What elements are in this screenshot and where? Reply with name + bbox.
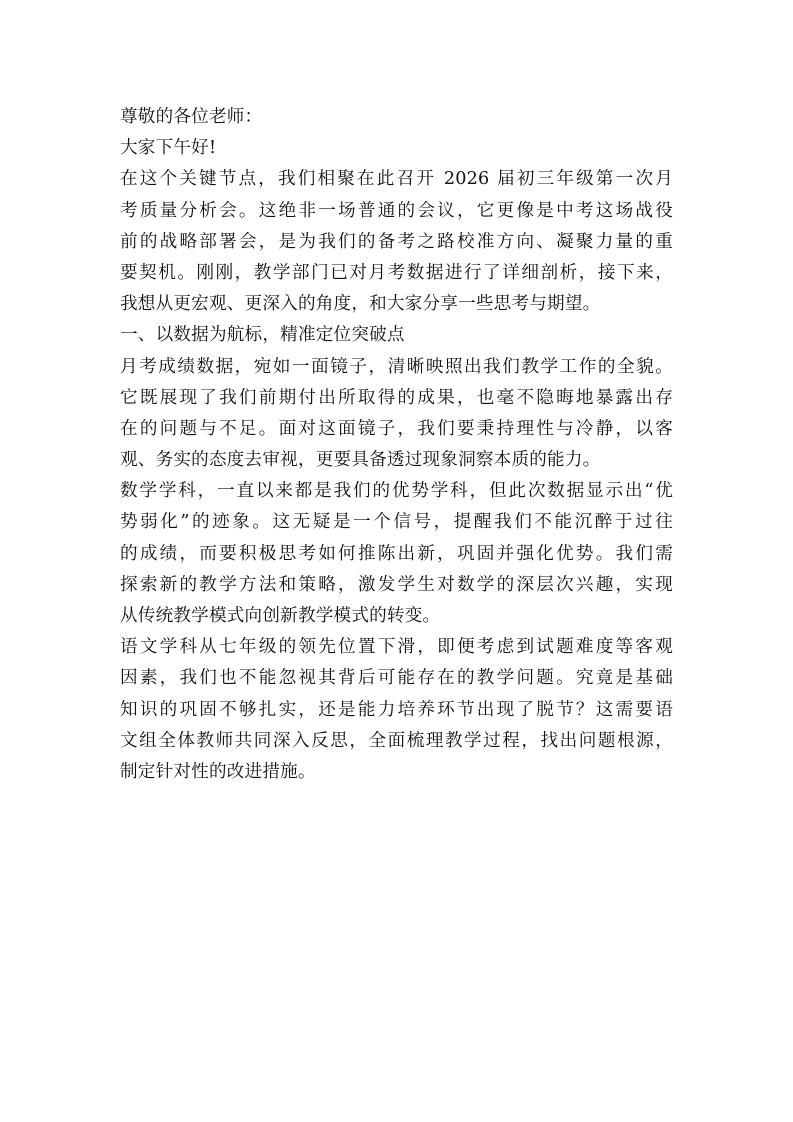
paragraph-line: 在的问题与不足。面对这面镜子，我们要秉持理性与冷静，以客: [120, 418, 673, 439]
intro-paragraph: [120, 164, 673, 320]
paragraph-line: 前的战略部署会，是为我们的备考之路校准方向、凝聚力量的重: [120, 231, 673, 252]
paragraph-line: 它既展现了我们前期付出所取得的成果，也毫不隐晦地暴露出存: [120, 387, 673, 408]
greeting: 大家下午好!: [120, 138, 217, 159]
math-paragraph: [120, 476, 673, 632]
paragraph-line: 因素，我们也不能忽视其背后可能存在的教学问题。究竟是基础: [120, 668, 673, 689]
paragraph-line: 数学学科，一直以来都是我们的优势学科，但此次数据显示出“优: [120, 481, 673, 502]
paragraph-line: 我想从更宏观、更深入的角度，和大家分享一些思考与期望。: [120, 294, 601, 315]
paragraph-line: 从传统教学模式向创新教学模式的转变。: [120, 606, 441, 626]
paragraph-line: 文组全体教师共同深入反思，全面梳理教学过程，找出问题根源，: [120, 730, 673, 751]
paragraph-line: 探索新的教学方法和策略，激发学生对数学的深层次兴趣，实现: [120, 574, 673, 595]
paragraph-line: 要契机。刚刚，教学部门已对月考数据进行了详细剖析，接下来，: [120, 262, 673, 283]
paragraph-line: 的成绩，而要积极思考如何推陈出新，巩固并强化优势。我们需: [120, 543, 673, 564]
salutation: 尊敬的各位老师：: [120, 107, 263, 127]
paragraph-line: 在这个关键节点，我们相聚在此召开 2026 届初三年级第一次月: [120, 169, 673, 190]
paragraph-line: 制定针对性的改进措施。: [120, 761, 316, 782]
section-heading: 一、以数据为航标，精准定位突破点: [120, 325, 405, 346]
paragraph-line: 知识的巩固不够扎实，还是能力培养环节出现了脱节？这需要语: [120, 699, 673, 720]
chinese-paragraph: [120, 632, 673, 788]
paragraph-line: 观、务实的态度去审视，更要具备透过现象洞察本质的能力。: [120, 450, 601, 471]
paragraph-line: 月考成绩数据，宛如一面镜子，清晰映照出我们教学工作的全貌。: [120, 356, 673, 377]
paragraph-line: 考质量分析会。这绝非一场普通的会议，它更像是中考这场战役: [120, 200, 673, 221]
document-page: [120, 102, 673, 788]
paragraph-line: 势弱化”的迹象。这无疑是一个信号，提醒我们不能沉醉于过往: [120, 512, 673, 533]
paragraph-line: 语文学科从七年级的领先位置下滑，即便考虑到试题难度等客观: [120, 637, 673, 658]
mirror-paragraph: [120, 352, 673, 477]
